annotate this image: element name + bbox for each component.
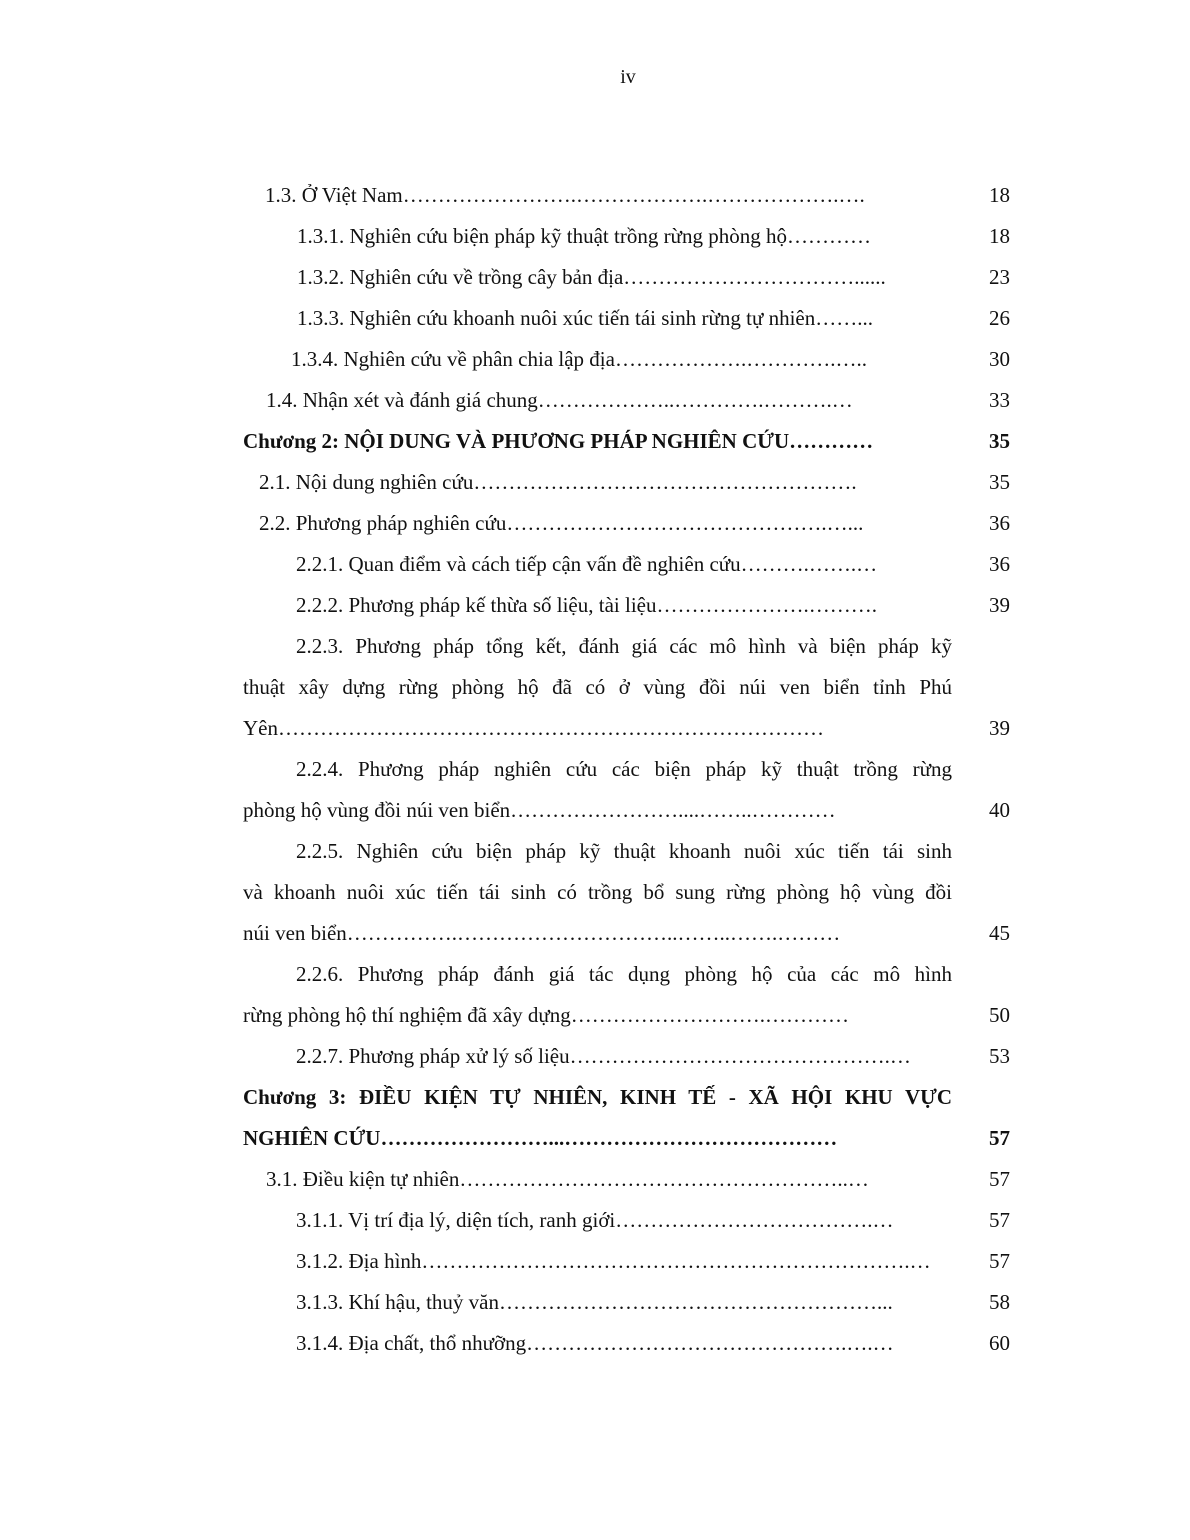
toc-entry-title: 3.1.2. Địa hình…………………………………………………………….… — [296, 1249, 931, 1273]
toc-entry-page: 57 — [989, 1249, 1010, 1273]
toc-entry-title: 1.3.4. Nghiên cứu về phân chia lập địa……………….………….….. — [291, 347, 867, 371]
toc-entry-2-2-3-line-3[interactable] — [0, 708, 1190, 749]
toc-entry-title: 2.2.1. Quan điểm và cách tiếp cận vấn đề nghiên cứu……….…….… — [296, 552, 878, 576]
toc-entry-page: 39 — [989, 716, 1010, 740]
toc-entry-2-2[interactable] — [0, 503, 1190, 544]
toc-entry-title: 2.2.7. Phương pháp xử lý số liệu……………………………………….… — [296, 1044, 911, 1068]
toc-entry-page: 40 — [989, 798, 1010, 822]
toc-entry-title: 1.4. Nhận xét và đánh giá chung………………..………….……….… — [266, 388, 853, 412]
toc-entry-page: 30 — [989, 347, 1010, 371]
toc-entry-title: 1.3. Ở Việt Nam…………………….……………….……………….…. — [265, 183, 865, 207]
toc-entry-title: 2.2.4. Phương pháp nghiên cứu các biện pháp kỹ thuật trồng rừng — [296, 757, 952, 781]
toc-entry-page: 18 — [989, 224, 1010, 248]
toc-entry-2-1[interactable] — [0, 462, 1190, 503]
toc-entry-page: 50 — [989, 1003, 1010, 1027]
toc-entry-title: thuật xây dựng rừng phòng hộ đã có ở vùng đồi núi ven biển tỉnh Phú — [243, 675, 952, 699]
toc-chapter-title: NGHIÊN CỨU……………………...………………………………… — [243, 1126, 838, 1150]
toc-entry-title: 2.2. Phương pháp nghiên cứu……………………………………….…... — [259, 511, 864, 535]
toc-entry-page: 33 — [989, 388, 1010, 412]
toc-chapter-3-line-2[interactable] — [0, 1118, 1190, 1159]
toc-entry-page: 58 — [989, 1290, 1010, 1314]
toc-entry-title: 2.2.2. Phương pháp kế thừa số liệu, tài liệu………………….………. — [296, 593, 877, 617]
toc-entry-page: 26 — [989, 306, 1010, 330]
toc-entry-1-4[interactable] — [0, 380, 1190, 421]
toc-entry-title: rừng phòng hộ thí nghiệm đã xây dựng……………………….………… — [243, 1003, 850, 1027]
toc-entry-1-3-1[interactable] — [0, 216, 1190, 257]
toc-entry-page: 35 — [989, 470, 1010, 494]
toc-entry-2-2-5-line-1[interactable] — [0, 831, 1190, 872]
toc-entry-3-1-3[interactable] — [0, 1282, 1190, 1323]
toc-entry-title: 2.2.6. Phương pháp đánh giá tác dụng phòng hộ của các mô hình — [296, 962, 952, 986]
toc-entry-2-2-6-line-1[interactable] — [0, 954, 1190, 995]
toc-entry-2-2-5-line-3[interactable] — [0, 913, 1190, 954]
toc-entry-page: 18 — [989, 183, 1010, 207]
toc-chapter-3-line-1[interactable] — [0, 1077, 1190, 1118]
toc-entry-title: 1.3.3. Nghiên cứu khoanh nuôi xúc tiến tái sinh rừng tự nhiên……... — [297, 306, 873, 330]
toc-entry-3-1-4[interactable] — [0, 1323, 1190, 1364]
toc-entry-title: 3.1.4. Địa chất, thổ nhưỡng……………………………………….….… — [296, 1331, 894, 1355]
toc-entry-title: và khoanh nuôi xúc tiến tái sinh có trồng bổ sung rừng phòng hộ vùng đồi — [243, 880, 952, 904]
toc-entry-2-2-3-line-2[interactable] — [0, 667, 1190, 708]
toc-entry-page: 57 — [989, 1167, 1010, 1191]
toc-entry-title: 1.3.1. Nghiên cứu biện pháp kỹ thuật trồng rừng phòng hộ………… — [297, 224, 871, 248]
toc-entry-2-2-3-line-1[interactable] — [0, 626, 1190, 667]
toc-entry-title: phòng hộ vùng đồi núi ven biển……………………....……..………… — [243, 798, 836, 822]
toc-entry-title: 3.1.3. Khí hậu, thuỷ văn………………………………………………... — [296, 1290, 893, 1314]
toc-entry-title: 2.1. Nội dung nghiên cứu………………………………………………. — [259, 470, 857, 494]
toc-entry-title: 3.1. Điều kiện tự nhiên………………………………………………..… — [266, 1167, 869, 1191]
toc-entry-1-3-4[interactable] — [0, 339, 1190, 380]
toc-entry-title: 3.1.1. Vị trí địa lý, diện tích, ranh giới……………………………….… — [296, 1208, 894, 1232]
toc-entry-2-2-6-line-2[interactable] — [0, 995, 1190, 1036]
page-number: iv — [620, 66, 636, 88]
toc-entry-page: 23 — [989, 265, 1010, 289]
toc-entry-title: 1.3.2. Nghiên cứu về trồng cây bản địa……………………………...... — [297, 265, 886, 289]
toc-entry-title: Yên…………………………………………………………………… — [243, 716, 824, 740]
toc-entry-1-3[interactable] — [0, 175, 1190, 216]
toc-entry-2-2-1[interactable] — [0, 544, 1190, 585]
toc-entry-page: 60 — [989, 1331, 1010, 1355]
toc-entry-title: 2.2.5. Nghiên cứu biện pháp kỹ thuật khoanh nuôi xúc tiến tái sinh — [296, 839, 952, 863]
toc-entry-page: 39 — [989, 593, 1010, 617]
toc-entry-1-3-2[interactable] — [0, 257, 1190, 298]
toc-entry-page: 36 — [989, 511, 1010, 535]
toc-entry-page: 53 — [989, 1044, 1010, 1068]
toc-entry-2-2-2[interactable] — [0, 585, 1190, 626]
toc-chapter-2[interactable] — [0, 421, 1190, 462]
toc-entry-page: 45 — [989, 921, 1010, 945]
toc-entry-title: núi ven biển…………….…………………………..……..…….……… — [243, 921, 841, 945]
toc-entry-2-2-7[interactable] — [0, 1036, 1190, 1077]
toc-entry-2-2-5-line-2[interactable] — [0, 872, 1190, 913]
toc-entry-page: 57 — [989, 1208, 1010, 1232]
toc-entry-page: 36 — [989, 552, 1010, 576]
toc-entry-3-1[interactable] — [0, 1159, 1190, 1200]
toc-entry-2-2-4-line-1[interactable] — [0, 749, 1190, 790]
toc-entry-3-1-1[interactable] — [0, 1200, 1190, 1241]
toc-entry-page: 35 — [989, 429, 1010, 453]
toc-entry-3-1-2[interactable] — [0, 1241, 1190, 1282]
toc-chapter-title: Chương 2: NỘI DUNG VÀ PHƯƠNG PHÁP NGHIÊN CỨU………… — [243, 429, 874, 453]
toc-entry-1-3-3[interactable] — [0, 298, 1190, 339]
table-of-contents — [0, 175, 1190, 1364]
toc-chapter-title: Chương 3: ĐIỀU KIỆN TỰ NHIÊN, KINH TẾ - XÃ HỘI KHU VỰC — [243, 1085, 952, 1109]
toc-entry-page: 57 — [989, 1126, 1010, 1150]
toc-entry-title: 2.2.3. Phương pháp tổng kết, đánh giá các mô hình và biện pháp kỹ — [296, 634, 952, 658]
toc-entry-2-2-4-line-2[interactable] — [0, 790, 1190, 831]
